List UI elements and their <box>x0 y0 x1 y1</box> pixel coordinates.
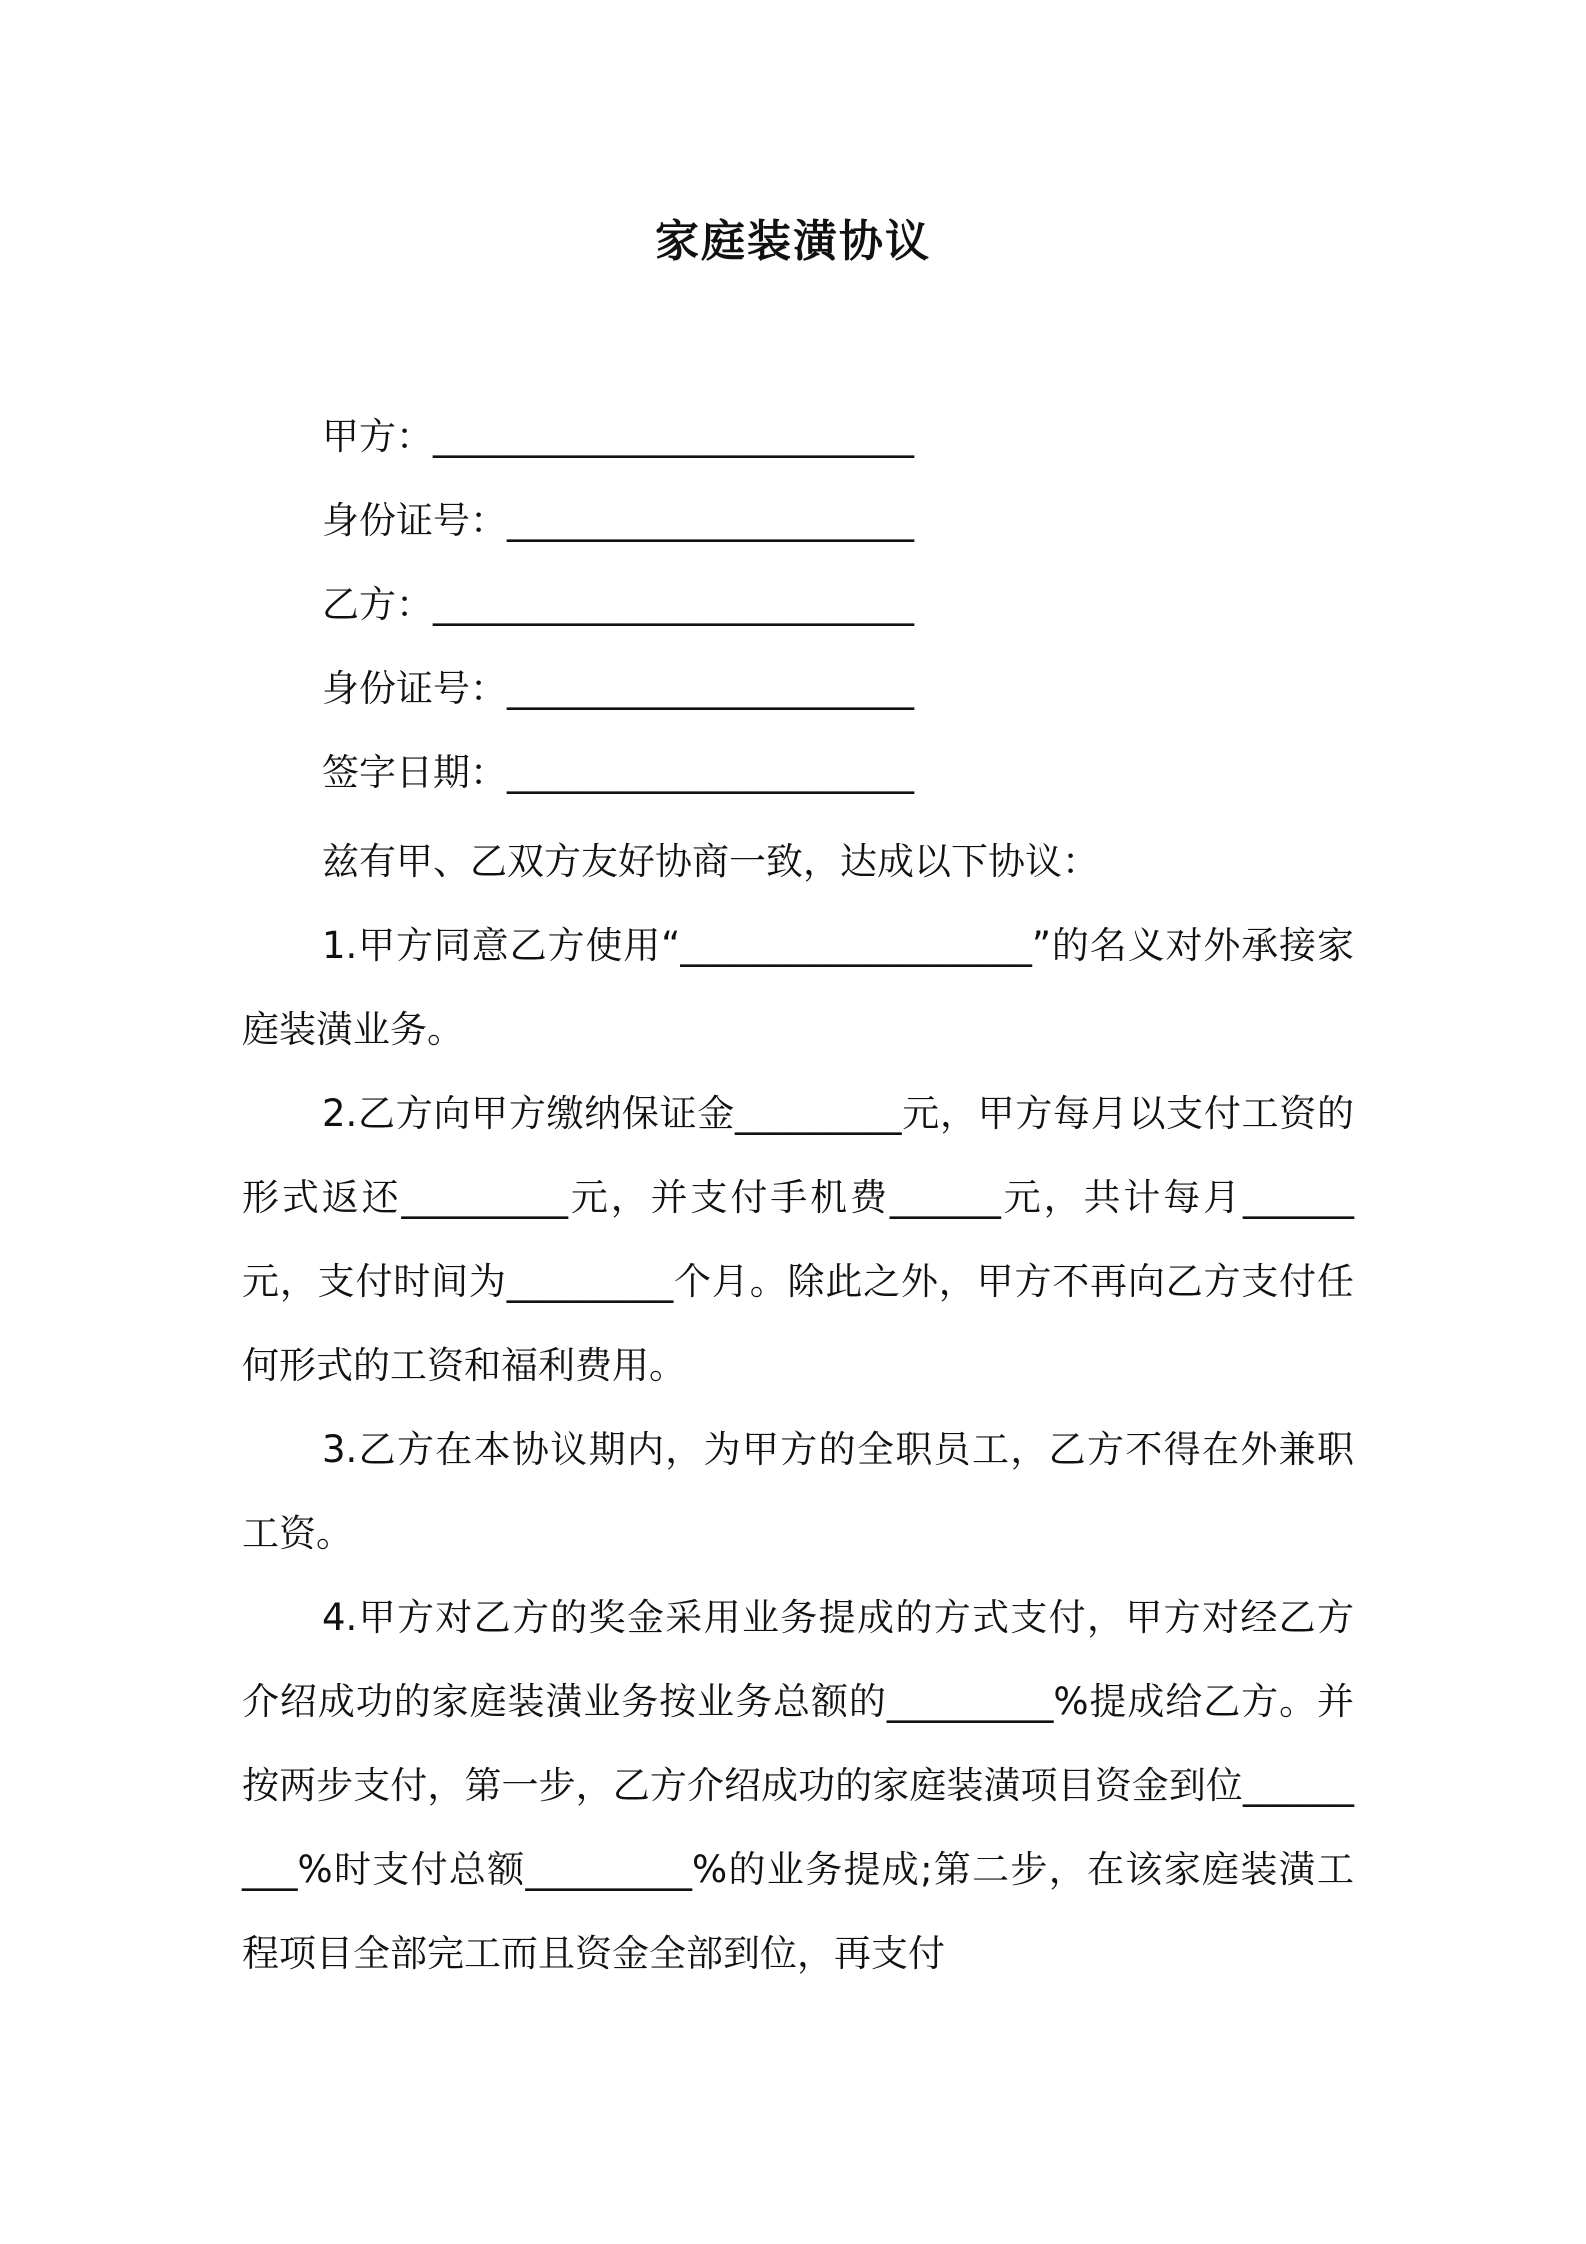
intro-paragraph: 兹有甲、乙双方友好协商一致，达成以下协议： <box>322 840 1099 883</box>
party-a-field: 甲方：__________________________ <box>322 415 914 458</box>
agreement-body <box>242 820 1354 1996</box>
party-b-id-field: 身份证号：______________________ <box>322 667 914 710</box>
signing-date-field: 签字日期：______________________ <box>322 751 914 794</box>
document-title: 家庭装潢协议 <box>655 216 931 267</box>
clause-1: 1.甲方同意乙方使用“___________________”的名义对外承接家庭装潢业务。 <box>242 924 1354 1051</box>
party-b-field: 乙方：__________________________ <box>322 583 914 626</box>
clause-2: 2.乙方向甲方缴纳保证金_________元，甲方每月以支付工资的形式返还_________元，并支付手机费______元，共计每月______元，支付时间为_________个月。除此之外，甲方不再向乙方支付任何形式的工资和福利费用。 <box>242 1092 1354 1387</box>
clause-4: 4.甲方对乙方的奖金采用业务提成的方式支付，甲方对经乙方介绍成功的家庭装潢业务按业务总额的_________%提成给乙方。并按两步支付，第一步，乙方介绍成功的家庭装潢项目资金到位_________%时支付总额_________%的业务提成;第二步，在该家庭装潢工程项目全部完工而且资金全部到位，再支付 <box>242 1596 1354 1975</box>
clause-3: 3.乙方在本协议期内，为甲方的全职员工，乙方不得在外兼职工资。 <box>242 1428 1354 1555</box>
party-a-id-field: 身份证号：______________________ <box>322 499 914 542</box>
signature-fields <box>322 402 1342 822</box>
